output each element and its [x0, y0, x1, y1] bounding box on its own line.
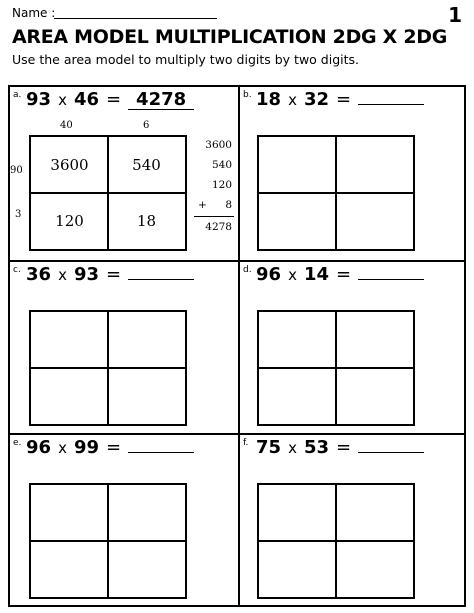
- answer-field[interactable]: [358, 90, 424, 105]
- problem-f: [240, 435, 468, 608]
- area-model-divider-h: [31, 540, 185, 542]
- area-cell: 540: [132, 156, 161, 174]
- column-header-ones: 6: [143, 120, 150, 131]
- equals-sign: =: [106, 437, 122, 458]
- worksheet-title: AREA MODEL MULTIPLICATION 2DG X 2DG: [12, 26, 448, 48]
- problem-letter: a.: [13, 90, 22, 100]
- area-cell: 120: [55, 212, 84, 230]
- area-cell: 3600: [50, 156, 89, 174]
- factor-1: 96: [256, 264, 282, 285]
- factor-1: 93: [26, 89, 52, 110]
- column-header-tens: 40: [60, 120, 73, 131]
- equals-sign: =: [336, 437, 352, 458]
- problem-equation: [256, 89, 424, 110]
- area-model-box[interactable]: [29, 310, 187, 426]
- times-sign: x: [288, 439, 297, 457]
- area-model-box[interactable]: [257, 483, 415, 599]
- factor-1: 75: [256, 437, 282, 458]
- plus-sign: +: [198, 199, 207, 211]
- problem-equation: [26, 264, 194, 285]
- times-sign: x: [58, 266, 67, 284]
- area-model-divider-h: [259, 192, 413, 194]
- equals-sign: =: [336, 89, 352, 110]
- partial-product: 120: [211, 179, 232, 191]
- area-model-box: [29, 135, 187, 251]
- factor-2: 46: [73, 89, 100, 110]
- row-header-ones: 3: [15, 209, 22, 220]
- equals-sign: =: [106, 264, 122, 285]
- factor-1: 96: [26, 437, 52, 458]
- problem-equation: [256, 264, 424, 285]
- factor-2: 53: [303, 437, 330, 458]
- times-sign: x: [58, 439, 67, 457]
- page-number: 1: [448, 3, 462, 27]
- factor-1: 36: [26, 264, 52, 285]
- factor-1: 18: [256, 89, 282, 110]
- problem-grid: [8, 85, 466, 607]
- answer-field[interactable]: [358, 265, 424, 280]
- problem-c: [10, 262, 238, 435]
- problem-b: [240, 87, 468, 260]
- equals-sign: =: [106, 89, 122, 110]
- area-model-divider-h: [259, 367, 413, 369]
- area-model-box[interactable]: [29, 483, 187, 599]
- answer-field[interactable]: [128, 438, 194, 453]
- equals-sign: =: [336, 264, 352, 285]
- area-cell: 18: [136, 212, 157, 230]
- area-model-box[interactable]: [257, 135, 415, 251]
- problem-a: [10, 87, 238, 260]
- area-model-divider-h: [259, 540, 413, 542]
- area-model-divider-h: [31, 367, 185, 369]
- problem-letter: d.: [243, 265, 252, 275]
- factor-2: 99: [73, 437, 100, 458]
- problem-letter: f.: [243, 438, 249, 448]
- problem-equation: [26, 89, 194, 110]
- problem-d: [240, 262, 468, 435]
- times-sign: x: [288, 91, 297, 109]
- factor-2: 93: [73, 264, 100, 285]
- sum-total: 4278: [205, 221, 232, 233]
- times-sign: x: [288, 266, 297, 284]
- partial-product: 540: [211, 159, 232, 171]
- problem-equation: [256, 437, 424, 458]
- answer-field[interactable]: 4278: [128, 91, 194, 110]
- factor-2: 32: [303, 89, 330, 110]
- worksheet-instructions: Use the area model to multiply two digits by two digits.: [12, 52, 360, 67]
- problem-letter: e.: [13, 438, 22, 448]
- answer-field[interactable]: [128, 265, 194, 280]
- answer-field[interactable]: [358, 438, 424, 453]
- problem-letter: b.: [243, 90, 252, 100]
- problem-e: [10, 435, 238, 608]
- name-label: Name :: [12, 6, 56, 20]
- partial-product: 3600: [205, 139, 232, 151]
- problem-equation: [26, 437, 194, 458]
- row-header-tens: 90: [10, 165, 23, 176]
- times-sign: x: [58, 91, 67, 109]
- factor-2: 14: [303, 264, 330, 285]
- problem-letter: c.: [13, 265, 21, 275]
- sum-line: [194, 216, 234, 217]
- name-field[interactable]: [54, 18, 217, 19]
- area-model-box[interactable]: [257, 310, 415, 426]
- partial-product: 8: [225, 199, 232, 211]
